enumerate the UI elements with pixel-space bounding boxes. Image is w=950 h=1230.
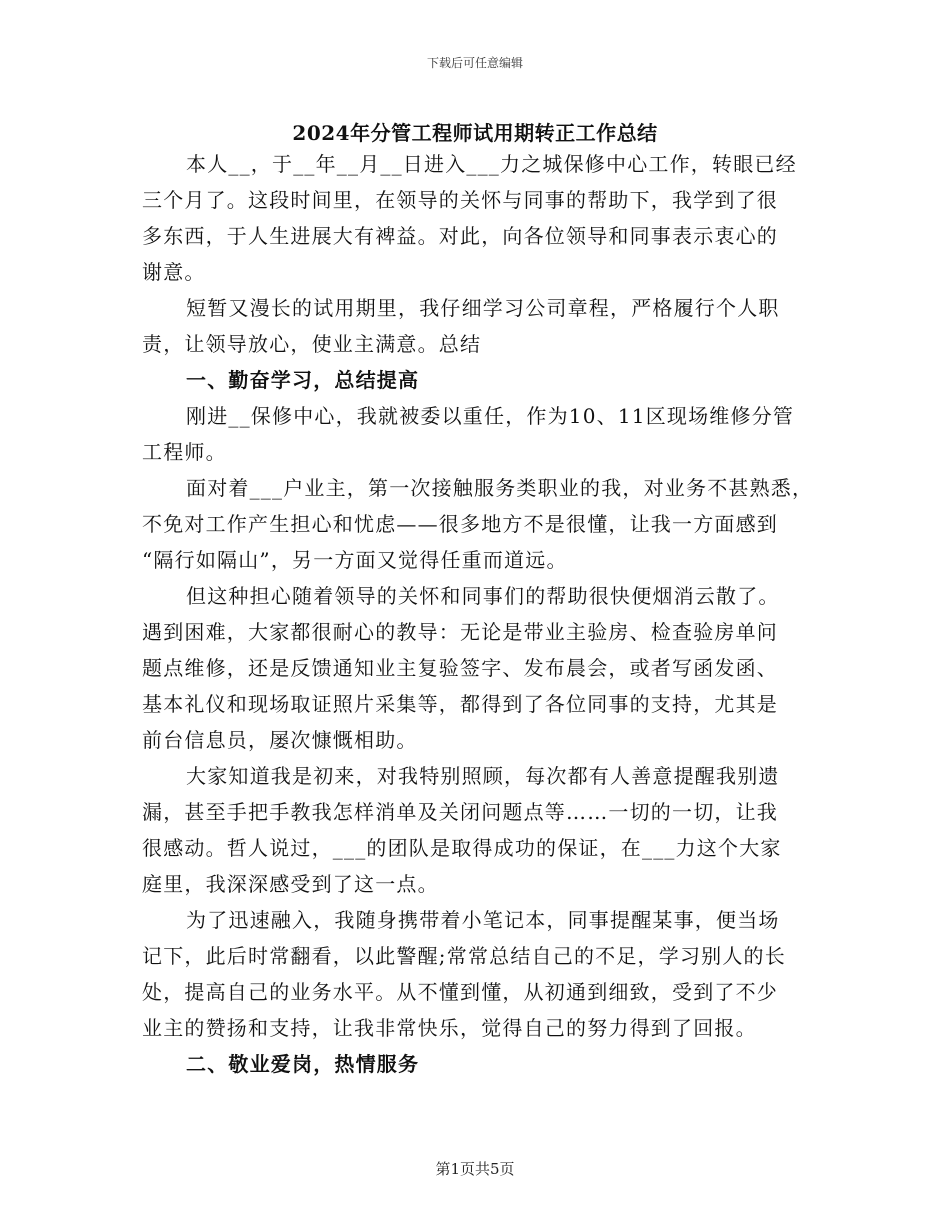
body-line: 很感动。哲人说过，___的团队是取得成功的保证，在___力这个大家 [142,836,782,860]
body-line: 但这种担心随着领导的关怀和同事们的帮助很快便烟消云散了。 [186,584,780,608]
body-line: 题点维修，还是反馈通知业主复验签字、发布晨会，或者写函发函、 [142,656,778,680]
body-line: 庭里，我深深感受到了这一点。 [142,872,439,896]
document-title: 2024年分管工程师试用期转正工作总结 [292,121,658,145]
body-line: 多东西，于人生进展大有裨益。对此，向各位领导和同事表示衷心的 [142,224,778,248]
header-note: 下载后可任意编辑 [426,56,523,70]
body-line: 短暂又漫长的试用期里，我仔细学习公司章程，严格履行个人职 [186,296,780,320]
body-line: 本人__，于__年__月__日进入___力之城保修中心工作，转眼已经 [186,152,797,176]
body-line: 漏，甚至手把手教我怎样消单及关闭问题点等……一切的一切，让我 [142,800,778,824]
body-line: 为了迅速融入，我随身携带着小笔记本，同事提醒某事，便当场 [186,908,780,932]
body-line: “隔行如隔山”，另一方面又觉得任重而道远。 [142,548,568,572]
body-line: 业主的赞扬和支持，让我非常快乐，觉得自己的努力得到了回报。 [142,1016,757,1040]
body-line: 面对着___户业主，第一次接触服务类职业的我，对业务不甚熟悉， [186,476,814,500]
body-line: 不免对工作产生担心和忧虑——很多地方不是很懂，让我一方面感到 [142,512,778,536]
body-line: 前台信息员，屡次慷慨相助。 [142,728,418,752]
body-line: 责，让领导放心，使业主满意。总结 [142,332,482,356]
body-line: 谢意。 [142,260,206,284]
body-line: 大家知道我是初来，对我特别照顾，每次都有人善意提醒我别遗 [186,764,780,788]
body-line: 工程师。 [142,440,227,464]
document-body [142,150,826,1086]
body-line: 遇到困难，大家都很耐心的教导：无论是带业主验房、检查验房单问 [142,620,778,644]
page-footer: 第1页共5页 [435,1160,515,1178]
section-heading: 二、敬业爱岗，热情服务 [186,1052,420,1076]
body-line: 处，提高自己的业务水平。从不懂到懂，从初通到细致，受到了不少 [142,980,778,1004]
body-line: 基本礼仪和现场取证照片采集等，都得到了各位同事的支持，尤其是 [142,692,778,716]
body-line: 刚进__保修中心，我就被委以重任，作为10、11区现场维修分管 [186,404,795,428]
body-line: 记下，此后时常翻看，以此警醒;常常总结自己的不足，学习别人的长 [142,944,786,968]
body-line: 三个月了。这段时间里，在领导的关怀与同事的帮助下，我学到了很 [142,188,778,212]
section-heading: 一、勤奋学习，总结提高 [186,368,420,392]
